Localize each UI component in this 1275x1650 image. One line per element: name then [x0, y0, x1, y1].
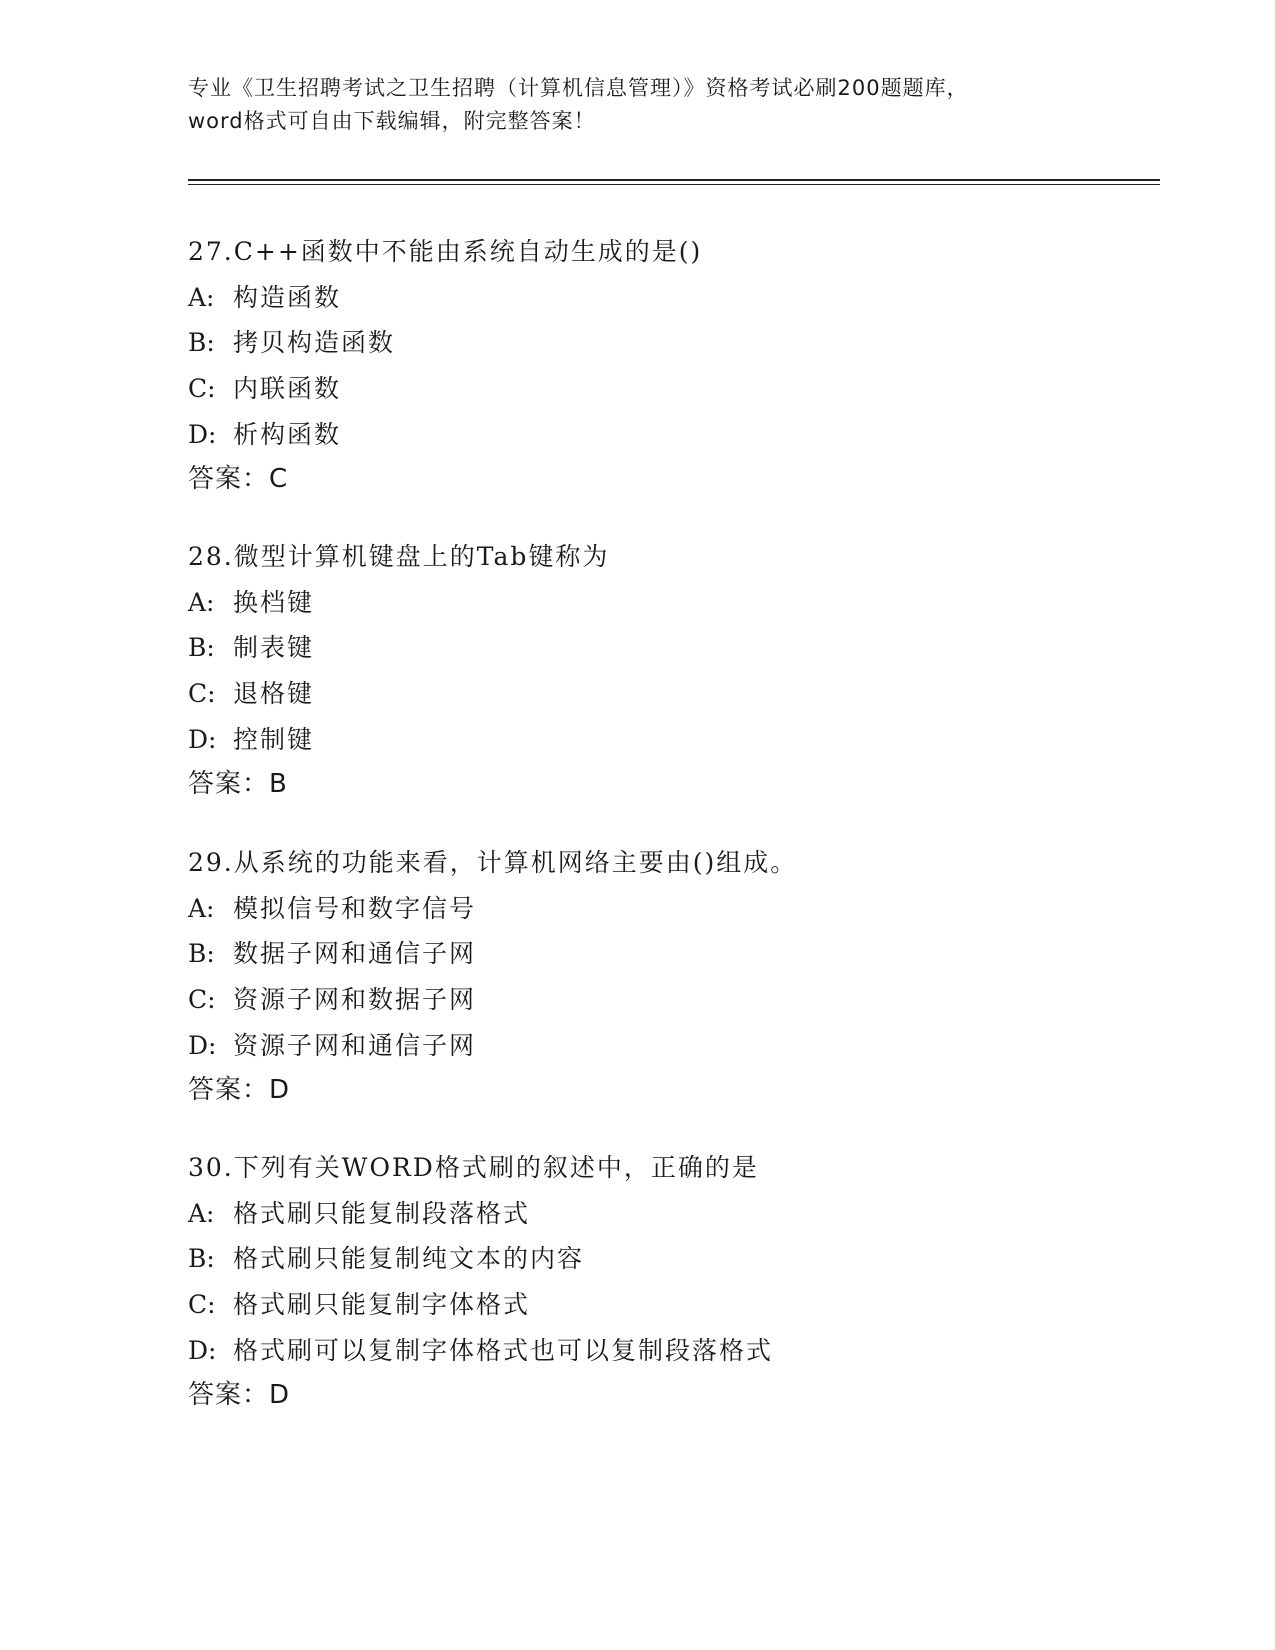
- header-title-line-1: 专业《卫生招聘考试之卫生招聘（计算机信息管理）》资格考试必刷200题题库，: [188, 76, 969, 100]
- answer-line: [188, 1068, 1138, 1114]
- option-c: [188, 671, 1138, 717]
- option-key: C:: [188, 1290, 216, 1320]
- answer-line: [188, 762, 1138, 808]
- answer-value: D: [269, 1075, 290, 1106]
- option-text: 换档键: [233, 587, 315, 617]
- option-text: 析构函数: [233, 419, 342, 449]
- option-key: C:: [188, 985, 216, 1015]
- option-b: [188, 320, 1138, 366]
- option-text: 控制键: [233, 724, 315, 754]
- option-key: B:: [188, 633, 215, 663]
- question-block: [188, 229, 1138, 503]
- option-key: A:: [188, 282, 215, 312]
- option-a: [188, 1191, 1138, 1237]
- answer-label: 答案：: [188, 464, 270, 495]
- question-stem: 27.C++函数中不能由系统自动生成的是(): [188, 237, 703, 266]
- option-d: [188, 1328, 1138, 1374]
- option-text: 资源子网和数据子网: [233, 985, 477, 1015]
- option-text: 格式刷只能复制纯文本的内容: [233, 1244, 585, 1274]
- option-text: 构造函数: [233, 282, 342, 312]
- question-stem: 30.下列有关WORD格式刷的叙述中，正确的是: [188, 1153, 759, 1182]
- option-key: D:: [188, 1030, 217, 1060]
- question-block: [188, 1145, 1138, 1419]
- question-stem: 29.从系统的功能来看，计算机网络主要由()组成。: [188, 848, 798, 877]
- option-key: D:: [188, 1335, 217, 1365]
- option-text: 资源子网和通信子网: [233, 1030, 477, 1060]
- option-a: [188, 580, 1138, 626]
- option-d: [188, 412, 1138, 458]
- option-text: 内联函数: [233, 374, 342, 404]
- answer-value: B: [269, 769, 287, 800]
- option-text: 制表键: [233, 633, 315, 663]
- answer-value: D: [269, 1380, 290, 1411]
- answer-value: C: [269, 464, 288, 495]
- option-a: [188, 886, 1138, 932]
- header-title-line-2: word格式可自由下载编辑，附完整答案！: [188, 109, 596, 133]
- answer-line: [188, 1373, 1138, 1419]
- answer-label: 答案：: [188, 769, 270, 800]
- header-divider-thin: [188, 184, 1160, 185]
- question-block: [188, 840, 1138, 1114]
- option-text: 数据子网和通信子网: [233, 939, 477, 969]
- option-key: C:: [188, 374, 216, 404]
- option-b: [188, 1236, 1138, 1282]
- option-text: 格式刷只能复制字体格式: [233, 1290, 531, 1320]
- question-stem: 28.微型计算机键盘上的Tab键称为: [188, 542, 610, 571]
- header-divider-thick: [188, 179, 1160, 181]
- option-key: A:: [188, 1198, 215, 1228]
- option-text: 格式刷可以复制字体格式也可以复制段落格式: [233, 1335, 774, 1365]
- option-key: D:: [188, 724, 217, 754]
- option-d: [188, 1023, 1138, 1069]
- answer-label: 答案：: [188, 1075, 270, 1106]
- option-b: [188, 625, 1138, 671]
- option-c: [188, 977, 1138, 1023]
- answer-label: 答案：: [188, 1380, 270, 1411]
- option-key: D:: [188, 419, 217, 449]
- option-d: [188, 717, 1138, 763]
- option-key: C:: [188, 679, 216, 709]
- option-text: 模拟信号和数字信号: [233, 893, 477, 923]
- option-a: [188, 275, 1138, 321]
- option-key: A:: [188, 893, 215, 923]
- option-key: A:: [188, 587, 215, 617]
- document-header: [188, 72, 1088, 138]
- option-key: B:: [188, 1244, 215, 1274]
- option-c: [188, 366, 1138, 412]
- option-text: 退格键: [233, 679, 315, 709]
- answer-line: [188, 457, 1138, 503]
- option-b: [188, 931, 1138, 977]
- option-c: [188, 1282, 1138, 1328]
- option-text: 拷贝构造函数: [233, 328, 396, 358]
- option-key: B:: [188, 939, 215, 969]
- question-block: [188, 534, 1138, 808]
- option-text: 格式刷只能复制段落格式: [233, 1198, 531, 1228]
- option-key: B:: [188, 328, 215, 358]
